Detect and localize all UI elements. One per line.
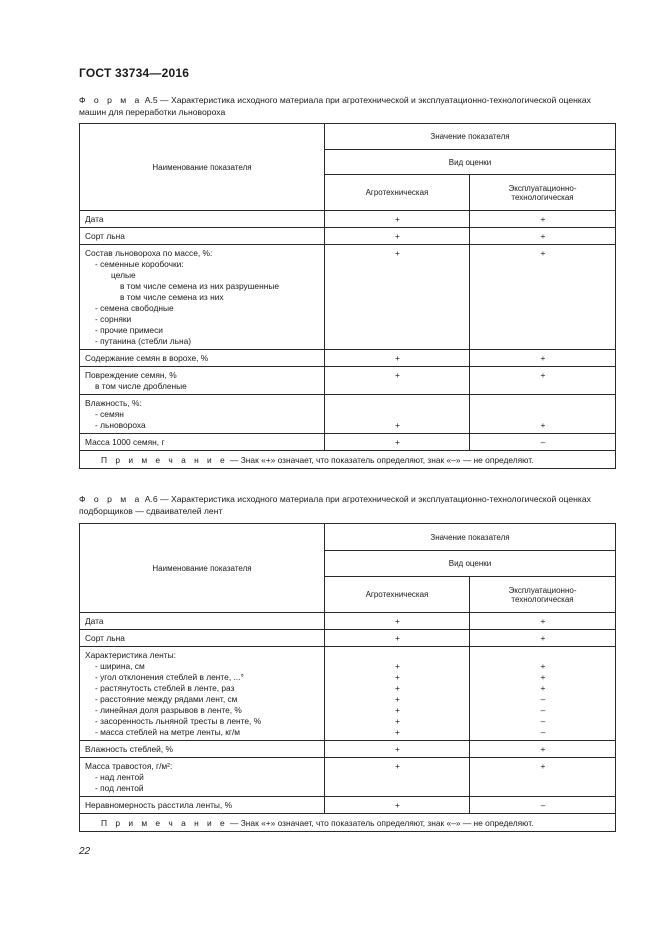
agro-mark-cell xyxy=(325,758,470,797)
agro-mark-cell xyxy=(325,797,470,814)
mark: – xyxy=(540,716,546,726)
header-name: Наименование показателя xyxy=(80,124,325,211)
expl-mark-cell xyxy=(470,211,616,228)
mark: + xyxy=(395,370,400,380)
indicator-line: Сорт льна xyxy=(85,633,125,643)
indicator-name-cell xyxy=(80,630,325,647)
mark xyxy=(475,398,611,409)
mark: + xyxy=(395,716,400,726)
note-text: — Знак «+» означает, что показатель определяют, знак «–» — не определяют. xyxy=(227,818,534,828)
mark: + xyxy=(395,705,400,715)
mark: – xyxy=(540,694,546,704)
table-row xyxy=(80,211,616,228)
mark: + xyxy=(540,616,546,626)
table-row xyxy=(80,758,616,797)
mark: + xyxy=(540,231,546,241)
expl-mark-cell xyxy=(470,630,616,647)
form-a6-caption-id: А.6 xyxy=(142,494,158,504)
mark: + xyxy=(540,661,546,671)
mark: + xyxy=(395,744,400,754)
header-name: Наименование показателя xyxy=(80,524,325,613)
mark: – xyxy=(540,727,546,737)
mark: + xyxy=(540,761,546,771)
mark: + xyxy=(395,683,400,693)
agro-mark-cell xyxy=(325,741,470,758)
form-a6-caption-text: — Характеристика исходного материала при агротехнической и эксплуатационно-технологической оценках подборщиков — сдваивателей лент xyxy=(79,494,591,516)
mark: + xyxy=(395,800,400,810)
agro-mark-cell xyxy=(325,434,470,451)
mark: – xyxy=(540,705,546,715)
agro-mark-cell xyxy=(325,630,470,647)
indicator-name-cell xyxy=(80,228,325,245)
mark: + xyxy=(540,633,546,643)
table-row xyxy=(80,613,616,630)
indicator-line: - масса стеблей на метре ленты, кг/м xyxy=(95,727,241,737)
mark: + xyxy=(540,420,546,430)
form-a6-caption-prefix: Ф о р м а xyxy=(79,494,143,504)
header-agro: Агротехническая xyxy=(325,577,470,613)
expl-mark-cell xyxy=(470,613,616,630)
indicator-line: Состав льновороха по массе, %: xyxy=(85,248,213,258)
indicator-name-cell xyxy=(80,613,325,630)
expl-mark-cell xyxy=(470,434,616,451)
mark: + xyxy=(395,420,400,430)
agro-mark-cell xyxy=(325,350,470,367)
expl-mark-cell xyxy=(470,741,616,758)
indicator-line: - расстояние между рядами лент, см xyxy=(95,694,238,704)
note-text: — Знак «+» означает, что показатель определяют, знак «–» — не определяют. xyxy=(227,455,534,465)
agro-mark-cell xyxy=(325,211,470,228)
table-row xyxy=(80,434,616,451)
indicator-line: - прочие примеси xyxy=(95,325,163,335)
header-value: Значение показателя xyxy=(325,524,616,551)
indicator-line: Повреждение семян, % xyxy=(85,370,177,380)
indicator-name-cell xyxy=(80,367,325,395)
indicator-name-cell xyxy=(80,395,325,434)
indicator-name-cell xyxy=(80,211,325,228)
mark: – xyxy=(540,437,546,447)
expl-mark-cell xyxy=(470,245,616,350)
note-cell xyxy=(80,451,616,469)
table-row xyxy=(80,367,616,395)
header-kind: Вид оценки xyxy=(325,551,616,577)
indicator-line: в том числе дробленые xyxy=(95,381,187,391)
form-a6-table xyxy=(79,523,616,832)
indicator-line: - семенные коробочки: xyxy=(95,259,184,269)
header-kind: Вид оценки xyxy=(325,150,616,175)
form-a5-caption-prefix: Ф о р м а xyxy=(79,95,143,105)
indicator-name-cell xyxy=(80,758,325,797)
expl-mark-cell xyxy=(470,367,616,395)
mark: + xyxy=(395,727,400,737)
indicator-line: - ширина, см xyxy=(95,661,145,671)
form-a5-table xyxy=(79,123,616,469)
mark: + xyxy=(395,672,400,682)
indicator-line: Неравномерность расстила ленты, % xyxy=(85,800,233,810)
mark: + xyxy=(540,370,546,380)
header-value: Значение показателя xyxy=(325,124,616,150)
mark: + xyxy=(395,661,400,671)
indicator-line: - семена свободные xyxy=(95,303,174,313)
agro-mark-cell xyxy=(325,647,470,741)
indicator-name-cell xyxy=(80,647,325,741)
header-agro: Агротехническая xyxy=(325,175,470,211)
header-expl: Эксплуатационно-технологическая xyxy=(470,577,616,613)
indicator-line: Масса травостоя, г/м²: xyxy=(85,761,173,771)
mark: + xyxy=(395,248,400,258)
mark: + xyxy=(395,437,400,447)
expl-mark-cell xyxy=(470,228,616,245)
table-row xyxy=(80,630,616,647)
indicator-line: - путанина (стебли льна) xyxy=(95,336,192,346)
mark: + xyxy=(540,672,546,682)
indicator-line: - угол отклонения стеблей в ленте, ...° xyxy=(95,672,244,682)
indicator-line: - под лентой xyxy=(95,783,144,793)
mark xyxy=(330,398,465,409)
mark: + xyxy=(395,214,400,224)
page-number: 22 xyxy=(79,846,91,857)
mark: + xyxy=(540,248,546,258)
mark xyxy=(475,650,611,661)
indicator-line: целые xyxy=(111,270,136,280)
expl-mark-cell xyxy=(470,395,616,434)
mark xyxy=(475,409,611,420)
form-a6-caption xyxy=(79,494,615,517)
indicator-line: в том числе семена из них xyxy=(120,292,224,302)
indicator-name-cell xyxy=(80,245,325,350)
document-code: ГОСТ 33734—2016 xyxy=(79,66,190,80)
indicator-line: - льновороха xyxy=(95,420,146,430)
mark: + xyxy=(395,761,400,771)
indicator-line: Влажность, %: xyxy=(85,398,142,408)
table-row xyxy=(80,797,616,814)
mark xyxy=(330,409,465,420)
indicator-name-cell xyxy=(80,797,325,814)
indicator-line: в том числе семена из них разрушенные xyxy=(120,281,280,291)
table-row xyxy=(80,647,616,741)
mark: + xyxy=(395,616,400,626)
indicator-line: - семян xyxy=(95,409,124,419)
expl-mark-cell xyxy=(470,350,616,367)
indicator-line: Характеристика ленты: xyxy=(85,650,176,660)
form-a5-caption-id: А.5 xyxy=(142,95,158,105)
indicator-line: Сорт льна xyxy=(85,231,125,241)
mark: + xyxy=(540,683,546,693)
mark: + xyxy=(395,353,400,363)
indicator-line: - засоренность льняной тресты в ленте, % xyxy=(95,716,262,726)
table-row xyxy=(80,245,616,350)
note-prefix: П р и м е ч а н и е xyxy=(101,455,228,465)
mark: + xyxy=(540,353,546,363)
indicator-line: Содержание семян в ворохе, % xyxy=(85,353,209,363)
agro-mark-cell xyxy=(325,395,470,434)
note-row xyxy=(80,451,616,469)
note-cell xyxy=(80,814,616,832)
mark: + xyxy=(395,231,400,241)
table-row xyxy=(80,395,616,434)
mark: – xyxy=(540,800,546,810)
indicator-line: Влажность стеблей, % xyxy=(85,744,173,754)
note-row xyxy=(80,814,616,832)
mark xyxy=(330,650,465,661)
note-prefix: П р и м е ч а н и е xyxy=(101,818,228,828)
expl-mark-cell xyxy=(470,647,616,741)
mark: + xyxy=(395,633,400,643)
indicator-name-cell xyxy=(80,434,325,451)
indicator-line: - сорняки xyxy=(95,314,132,324)
indicator-line: Дата xyxy=(85,616,104,626)
agro-mark-cell xyxy=(325,228,470,245)
form-a5-caption-text: — Характеристика исходного материала при агротехнической и эксплуатационно-технологической оценках машин для переработки льновороха xyxy=(79,95,591,117)
indicator-line: Дата xyxy=(85,214,104,224)
header-expl: Эксплуатационно-технологическая xyxy=(470,175,616,211)
mark: + xyxy=(395,694,400,704)
expl-mark-cell xyxy=(470,797,616,814)
agro-mark-cell xyxy=(325,613,470,630)
table-row xyxy=(80,741,616,758)
indicator-line: - над лентой xyxy=(95,772,144,782)
mark: + xyxy=(540,744,546,754)
table-row xyxy=(80,228,616,245)
agro-mark-cell xyxy=(325,245,470,350)
indicator-name-cell xyxy=(80,741,325,758)
table-row xyxy=(80,350,616,367)
indicator-line: Масса 1000 семян, г xyxy=(85,437,165,447)
indicator-name-cell xyxy=(80,350,325,367)
mark: + xyxy=(540,214,546,224)
indicator-line: - растянутость стеблей в ленте, раз xyxy=(95,683,235,693)
expl-mark-cell xyxy=(470,758,616,797)
agro-mark-cell xyxy=(325,367,470,395)
indicator-line: - линейная доля разрывов в ленте, % xyxy=(95,705,242,715)
form-a5-caption xyxy=(79,95,615,118)
